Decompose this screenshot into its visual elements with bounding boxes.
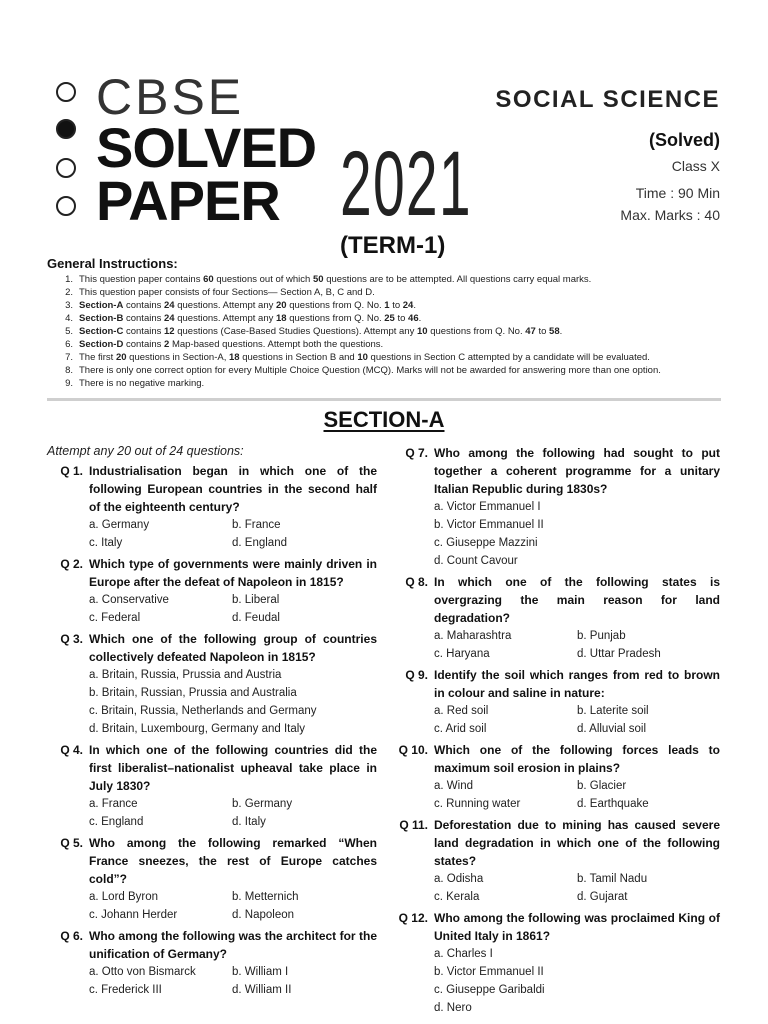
- instruction-text-part: This question paper consists of four Sections— Section A, B, C and D.: [79, 287, 375, 298]
- option-a: a. France: [89, 798, 138, 810]
- instruction-text: [79, 364, 661, 377]
- instruction-text: [79, 377, 204, 390]
- instruction-text: [79, 338, 383, 351]
- option-b: b. France: [232, 519, 281, 531]
- question-item: [47, 927, 377, 999]
- instruction-item: [47, 325, 727, 338]
- option-b: b. Liberal: [232, 594, 280, 606]
- instruction-text-part: to: [394, 313, 409, 324]
- question-number: Q 3.: [60, 632, 83, 646]
- brand-paper: PAPER: [96, 169, 280, 232]
- option-c: c. Running water: [434, 798, 521, 810]
- instruction-text-part: 24: [164, 313, 175, 324]
- instruction-text-part: questions in Section-A,: [126, 352, 229, 363]
- instruction-text-part: questions are to be attempted. All questions carry equal marks.: [323, 274, 592, 285]
- attempt-note: Attempt any 20 out of 24 questions:: [47, 444, 244, 458]
- question-number: Q 6.: [60, 929, 83, 943]
- instruction-text-part: 60: [203, 274, 214, 285]
- instruction-text-part: 1: [384, 300, 390, 311]
- question-text: Which one of the following forces leads to maximum soil erosion in plains?: [434, 743, 720, 775]
- option-d: d. Earthquake: [577, 798, 649, 810]
- option-a: a. Conservative: [89, 594, 169, 606]
- question-text: In which one of the following states is overgrazing the main reason for land degradation?: [434, 575, 720, 625]
- instruction-number: 5.: [65, 326, 73, 337]
- question-text: Industrialisation began in which one of the following European countries in the second half of the eighteenth century?: [89, 464, 377, 514]
- instruction-text-part: questions. Attempt any: [174, 313, 276, 324]
- question-number: Q 9.: [405, 668, 428, 682]
- question-text: Which one of the following group of countries collectively defeated Napoleon in 1815?: [89, 632, 377, 664]
- option-b: b. Laterite soil: [577, 705, 649, 717]
- instruction-number: 6.: [65, 339, 73, 350]
- option-b: b. Glacier: [577, 780, 627, 792]
- instruction-text-part: This question paper contains: [79, 274, 204, 285]
- options-list: [89, 666, 377, 738]
- question-item: [47, 630, 377, 738]
- option-d: d. Uttar Pradesh: [577, 648, 661, 660]
- exam-year: 2021: [340, 133, 472, 235]
- options-list: [89, 516, 377, 552]
- option-a: a. Red soil: [434, 705, 489, 717]
- option-b: b. Punjab: [577, 630, 626, 642]
- question-number: Q 7.: [405, 446, 428, 460]
- instruction-number: 9.: [65, 378, 73, 389]
- instructions-title: General Instructions:: [47, 256, 178, 271]
- instruction-item: [47, 351, 727, 364]
- question-text: Who among the following remarked “When France sneezes, the rest of Europe catches cold”?: [89, 836, 377, 886]
- brand-cbse: CBSE: [96, 69, 245, 125]
- instruction-text-part: 58: [549, 326, 560, 337]
- time-label: Time : 90 Min: [635, 185, 720, 201]
- instruction-number: 1.: [65, 274, 73, 285]
- question-number: Q 11.: [399, 818, 428, 832]
- instruction-text-part: questions out of which: [213, 274, 313, 285]
- instruction-text-part: Section-B: [79, 313, 124, 324]
- question-item: [47, 462, 377, 552]
- instruction-number: 2.: [65, 287, 73, 298]
- option-d: d. William II: [232, 984, 292, 996]
- question-number: Q 12.: [398, 911, 428, 925]
- question-item: [396, 573, 720, 663]
- instruction-text-part: contains: [123, 326, 165, 337]
- instruction-text-part: 20: [115, 352, 127, 363]
- instruction-number: 8.: [65, 365, 73, 376]
- question-text: Who among the following was the architect for the unification of Germany?: [89, 929, 377, 961]
- option-circle-icon: [56, 158, 76, 178]
- filled-circle-icon: [56, 119, 76, 139]
- instruction-item: [47, 338, 727, 351]
- options-list: [434, 702, 720, 738]
- instruction-text-part: 50: [312, 274, 324, 285]
- max-marks-label: Max. Marks : 40: [620, 207, 720, 223]
- instruction-text-part: Section-C: [79, 326, 124, 337]
- instruction-item: [47, 273, 727, 286]
- instruction-number: 4.: [65, 313, 73, 324]
- questions-column-left: [47, 444, 377, 1002]
- instruction-text-part: 25: [384, 313, 395, 324]
- question-item: [396, 741, 720, 813]
- instruction-text-part: to: [535, 326, 550, 337]
- section-divider: [47, 398, 721, 401]
- instruction-text-part: There is no negative marking.: [79, 378, 205, 389]
- option-b: b. Germany: [232, 798, 293, 810]
- option-a: a. Britain, Russia, Prussia and Austria: [89, 669, 282, 681]
- instruction-text-part: Map-based questions. Attempt both the questions.: [169, 339, 384, 350]
- instruction-text-part: questions (Case-Based Studies Questions). Attempt any: [174, 326, 417, 337]
- instruction-text: [79, 273, 591, 286]
- options-list: [434, 627, 720, 663]
- section-title: SECTION-A: [323, 407, 445, 432]
- option-c: c. Haryana: [434, 648, 490, 660]
- options-list: [434, 777, 720, 813]
- question-item: [396, 816, 720, 906]
- questions-column-right: [396, 444, 720, 1020]
- instruction-text-part: .: [559, 326, 563, 337]
- option-b: b. Tamil Nadu: [577, 873, 648, 885]
- instruction-text: [79, 299, 416, 312]
- instruction-item: [47, 299, 727, 312]
- instruction-item: [47, 312, 727, 325]
- page-header: [0, 0, 768, 260]
- options-list: [89, 591, 377, 627]
- section-heading: [0, 407, 768, 433]
- instruction-item: [47, 286, 727, 299]
- option-c: c. Italy: [89, 537, 123, 549]
- option-d: d. Britain, Luxembourg, Germany and Italy: [89, 723, 306, 735]
- instruction-text-part: 24: [164, 300, 175, 311]
- question-item: [47, 555, 377, 627]
- options-list: [434, 945, 720, 1017]
- instruction-text-part: questions from Q. No.: [427, 326, 526, 337]
- instruction-text-part: Section-A: [79, 300, 124, 311]
- instruction-item: [47, 364, 727, 377]
- class-label: Class X: [671, 158, 720, 174]
- option-c: c. England: [89, 816, 144, 828]
- instruction-text-part: 20: [276, 300, 287, 311]
- option-c: c. Johann Herder: [89, 909, 178, 921]
- option-b: b. Victor Emmanuel II: [434, 519, 544, 531]
- instruction-item: [47, 377, 727, 390]
- question-item: [396, 909, 720, 1017]
- option-a: a. Lord Byron: [89, 891, 159, 903]
- question-item: [396, 666, 720, 738]
- instruction-text-part: to: [389, 300, 403, 311]
- option-circle-icon: [56, 82, 76, 102]
- question-text: In which one of the following countries did the first liberalist–nationalist upheaval take place in July 1830?: [89, 743, 377, 793]
- option-d: d. England: [232, 537, 287, 549]
- instruction-text-part: Section-D: [79, 339, 124, 350]
- question-number: Q 1.: [60, 464, 83, 478]
- option-d: d. Nero: [434, 1002, 472, 1014]
- instruction-text-part: questions from Q. No.: [286, 300, 385, 311]
- instruction-text-part: 24: [402, 300, 414, 311]
- instruction-text-part: questions from Q. No.: [286, 313, 385, 324]
- option-c: c. Arid soil: [434, 723, 487, 735]
- question-text: Identify the soil which ranges from red to brown in colour and saline in nature:: [434, 668, 720, 700]
- question-item: [47, 741, 377, 831]
- option-b: b. Metternich: [232, 891, 299, 903]
- question-text: Who among the following was proclaimed King of United Italy in 1861?: [434, 911, 720, 943]
- option-a: a. Odisha: [434, 873, 484, 885]
- options-list: [89, 795, 377, 831]
- options-list: [434, 498, 720, 570]
- option-circle-icon: [56, 196, 76, 216]
- question-text: Who among the following had sought to put together a coherent programme for a unitary Italian Republic during 1830s?: [434, 446, 720, 496]
- question-number: Q 2.: [60, 557, 83, 571]
- instruction-text-part: questions in Section C attempted by a candidate will be evaluated.: [367, 352, 650, 363]
- instruction-text-part: .: [418, 313, 422, 324]
- instruction-text: [79, 325, 562, 338]
- instruction-text-part: contains: [123, 313, 165, 324]
- option-a: a. Maharashtra: [434, 630, 512, 642]
- option-d: d. Feudal: [232, 612, 280, 624]
- instruction-text-part: The first: [79, 352, 116, 363]
- solved-label: (Solved): [648, 130, 720, 150]
- instructions-list: [47, 273, 727, 390]
- question-number: Q 10.: [398, 743, 428, 757]
- option-b: b. Britain, Russian, Prussia and Australia: [89, 687, 297, 699]
- question-number: Q 5.: [60, 836, 83, 850]
- options-list: [434, 870, 720, 906]
- instruction-text-part: questions in Section B and: [239, 352, 358, 363]
- option-c: c. Kerala: [434, 891, 480, 903]
- option-a: a. Germany: [89, 519, 150, 531]
- option-a: a. Victor Emmanuel I: [434, 501, 541, 513]
- question-text: Which type of governments were mainly driven in Europe after the defeat of Napoleon in 1815?: [89, 557, 377, 589]
- instruction-text-part: contains: [123, 300, 165, 311]
- instruction-text: [79, 351, 650, 364]
- instruction-text-part: 18: [276, 313, 287, 324]
- options-list: [89, 888, 377, 924]
- option-d: d. Gujarat: [577, 891, 628, 903]
- option-c: c. Giuseppe Mazzini: [434, 537, 538, 549]
- instruction-text-part: There is only one correct option for every Multiple Choice Question (MCQ). Marks will not be awarded for answering more than one option.: [79, 365, 661, 376]
- option-d: d. Count Cavour: [434, 555, 518, 567]
- options-list: [89, 963, 377, 999]
- option-a: a. Wind: [434, 780, 473, 792]
- brand-solved: SOLVED: [96, 116, 317, 179]
- option-d: d. Italy: [232, 816, 266, 828]
- instruction-text-part: 47: [525, 326, 536, 337]
- option-c: c. Federal: [89, 612, 141, 624]
- instruction-number: 3.: [65, 300, 73, 311]
- question-text: Deforestation due to mining has caused severe land degradation in which one of the following states?: [434, 818, 720, 868]
- instruction-text-part: 10: [416, 326, 428, 337]
- instruction-number: 7.: [65, 352, 73, 363]
- instruction-text-part: 46: [408, 313, 419, 324]
- question-item: [396, 444, 720, 570]
- instruction-text: [79, 286, 375, 299]
- option-d: d. Alluvial soil: [577, 723, 647, 735]
- option-b: b. William I: [232, 966, 289, 978]
- instruction-text-part: questions. Attempt any: [174, 300, 276, 311]
- option-c: c. Britain, Russia, Netherlands and Germany: [89, 705, 317, 717]
- option-a: a. Charles I: [434, 948, 493, 960]
- question-number: Q 8.: [405, 575, 428, 589]
- instruction-text: [79, 312, 421, 325]
- option-d: d. Napoleon: [232, 909, 295, 921]
- question-number: Q 4.: [60, 743, 83, 757]
- option-b: b. Victor Emmanuel II: [434, 966, 544, 978]
- question-item: [47, 834, 377, 924]
- subject-title: SOCIAL SCIENCE: [495, 86, 720, 113]
- instruction-text-part: .: [413, 300, 416, 311]
- option-c: c. Giuseppe Garibaldi: [434, 984, 545, 996]
- instruction-text-part: contains: [123, 339, 165, 350]
- instruction-text-part: 12: [164, 326, 175, 337]
- instruction-text-part: 2: [164, 339, 170, 350]
- exam-term: (TERM-1): [340, 232, 446, 259]
- option-a: a. Otto von Bismarck: [89, 966, 196, 978]
- instruction-text-part: 10: [357, 352, 368, 363]
- option-c: c. Frederick III: [89, 984, 162, 996]
- instruction-text-part: 18: [228, 352, 240, 363]
